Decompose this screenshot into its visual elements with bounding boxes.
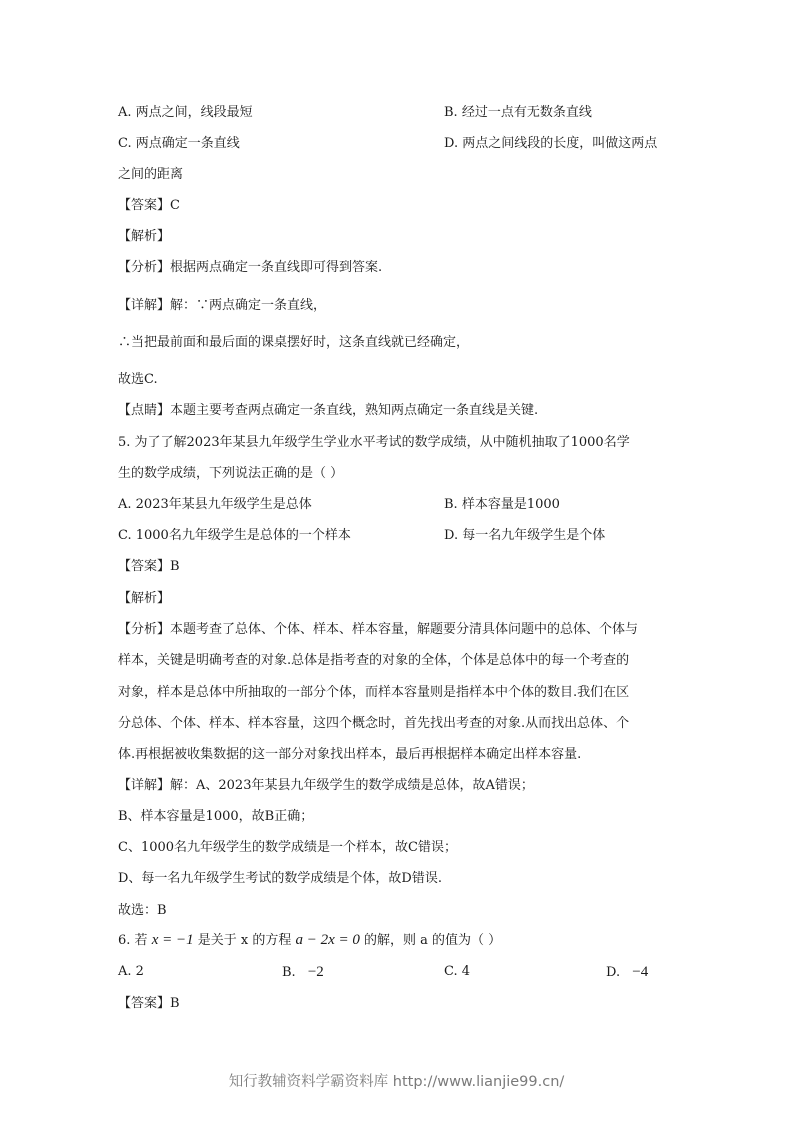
- q4-option-d: D. 两点之间线段的长度，叫做这两点: [444, 136, 658, 151]
- q6-option-d-label: D.: [606, 965, 621, 980]
- q6-option-a: A. 2: [118, 964, 144, 979]
- q4-option-a: A. 两点之间，线段最短: [118, 105, 253, 120]
- q5-analysis-heading: 【解析】: [118, 591, 171, 606]
- q5-answer: 【答案】B: [118, 559, 180, 574]
- q5-detail-line-2: B、样本容量是1000，故B正确；: [118, 809, 314, 824]
- q6-stem-middle: 是关于 x 的方程: [197, 933, 292, 948]
- q6-stem-prefix: 6. 若: [118, 933, 148, 948]
- q5-option-c: C. 1000名九年级学生是总体的一个样本: [118, 528, 351, 543]
- q6-option-d-value: −4: [632, 964, 649, 980]
- q5-detail-line-3: C、1000名九年级学生的数学成绩是一个样本，故C错误；: [118, 840, 457, 855]
- q6-option-b: [282, 963, 324, 982]
- q6-stem-suffix: 的解，则 a 的值为（ ）: [364, 933, 502, 948]
- q5-stem-line-2: 生的数学成绩，下列说法正确的是（ ）: [118, 466, 344, 481]
- q6-option-c: C. 4: [444, 964, 471, 979]
- q6-answer: 【答案】B: [118, 996, 180, 1011]
- q6-equation-math: a − 2x = 0: [295, 932, 360, 948]
- q5-option-a: A. 2023年某县九年级学生是总体: [118, 497, 312, 512]
- q5-choose: 故选：B: [118, 903, 167, 918]
- q4-option-c: C. 两点确定一条直线: [118, 136, 240, 151]
- q5-detail-line-1: 【详解】解：A、2023年某县九年级学生的数学成绩是总体，故A错误；: [118, 778, 534, 793]
- q4-choose: 故选C.: [118, 372, 158, 387]
- q5-fenxi-line-3: 对象，样本是总体中所抽取的一部分个体，而样本容量则是指样本中个体的数目.我们在区: [118, 685, 630, 700]
- q6-option-d: [606, 963, 648, 982]
- q5-option-d: D. 每一名九年级学生是个体: [444, 528, 606, 543]
- footer-watermark: 知行教辅资料学霸资料库 http://www.lianjie99.cn/: [228, 1074, 565, 1090]
- q4-option-d-continued: 之间的距离: [118, 167, 184, 182]
- q4-analysis-heading: 【解析】: [118, 229, 171, 244]
- q5-fenxi-line-2: 样本，关键是明确考查的对象.总体是指考查的对象的全体，个体是总体中的每一个考查的: [118, 653, 630, 668]
- q5-option-b: B. 样本容量是1000: [444, 497, 560, 512]
- q5-fenxi-line-5: 体.再根据被收集数据的这一部分对象找出样本，最后再根据样本确定出样本容量.: [118, 747, 582, 762]
- q6-option-b-value: −2: [307, 964, 324, 980]
- q5-stem-line-1: 5. 为了了解2023年某县九年级学生学业水平考试的数学成绩，从中随机抽取了1000名学: [118, 435, 630, 450]
- q5-fenxi-line-1: 【分析】本题考查了总体、个体、样本、样本容量，解题要分清具体问题中的总体、个体与: [118, 622, 639, 637]
- q4-option-b: B. 经过一点有无数条直线: [444, 105, 592, 120]
- q6-stem: [118, 931, 501, 950]
- q6-option-b-label: B.: [282, 965, 296, 980]
- q4-comment: 【点睛】本题主要考查两点确定一条直线，熟知两点确定一条直线是关键.: [118, 403, 539, 418]
- q5-detail-line-4: D、每一名九年级学生考试的数学成绩是个体，故D错误.: [118, 871, 442, 886]
- q4-detail-line-2: ∴当把最前面和最后面的课桌摆好时，这条直线就已经确定，: [118, 335, 470, 350]
- q6-condition-math: x = −1: [151, 932, 194, 948]
- q4-answer: 【答案】C: [118, 198, 180, 213]
- q4-fenxi: 【分析】根据两点确定一条直线即可得到答案.: [118, 260, 383, 275]
- q4-detail-line-1: 【详解】解：∵两点确定一条直线，: [118, 298, 327, 313]
- q5-fenxi-line-4: 分总体、个体、样本、样本容量，这四个概念时，首先找出考查的对象.从而找出总体、个: [118, 716, 630, 731]
